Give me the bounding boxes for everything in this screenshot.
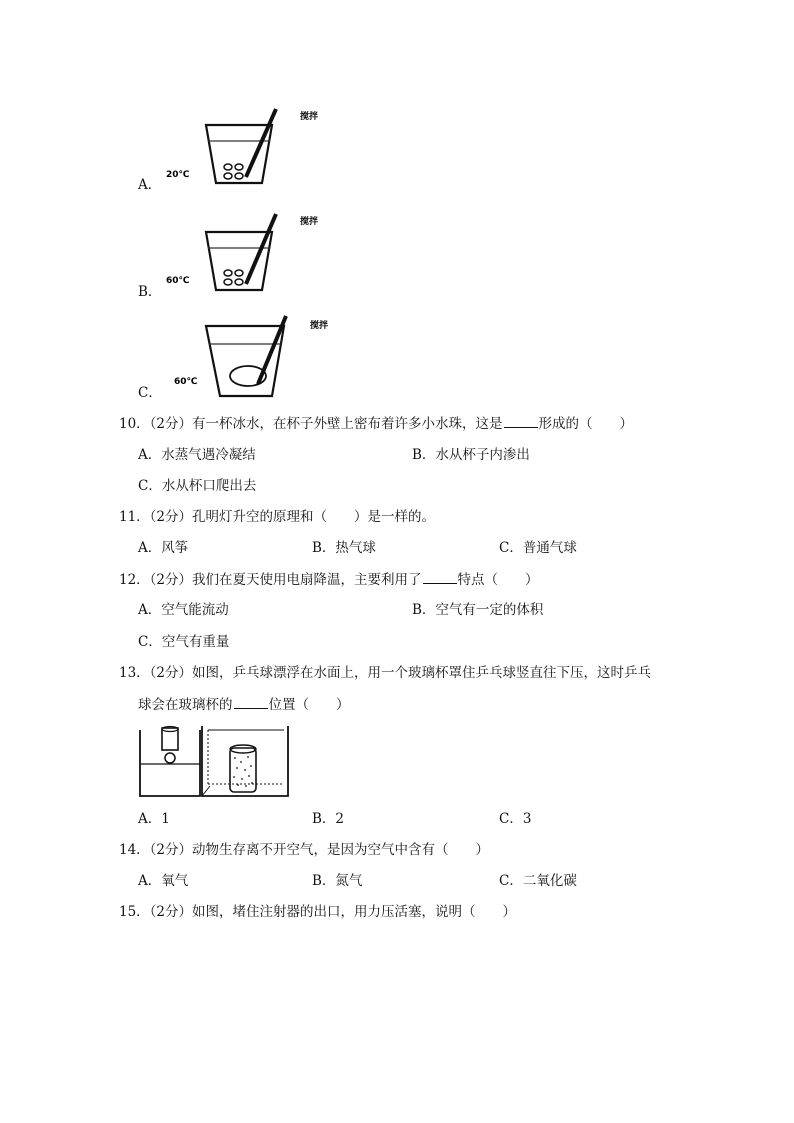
answer-blank[interactable] <box>423 570 457 584</box>
temperature-label: 60℃ <box>166 276 190 286</box>
beaker-figure-b <box>160 210 340 295</box>
option-a[interactable]: A．1 <box>138 811 170 827</box>
question-stem: 14．（2分）动物生存离不开空气，是因为空气中含有（ ） <box>119 842 490 858</box>
option-letter: B． <box>138 284 162 300</box>
ping-pong-cup-figure <box>138 722 290 800</box>
option-b[interactable]: B．热气球 <box>312 540 376 556</box>
question-stem: 11．（2分）孔明灯升空的原理和（ ）是一样的。 <box>119 509 436 525</box>
option-a[interactable]: A．空气能流动 <box>138 602 229 618</box>
beaker-figure-a <box>160 105 340 190</box>
option-c[interactable]: C．水从杯口爬出去 <box>138 478 257 494</box>
temperature-label: 20℃ <box>166 170 190 180</box>
option-a[interactable]: A．风筝 <box>138 540 189 556</box>
option-c[interactable]: C．3 <box>499 811 532 827</box>
option-letter: C． <box>138 385 162 401</box>
option-c[interactable]: C．普通气球 <box>499 540 577 556</box>
question-stem: 10．（2分）有一杯冰水，在杯子外壁上密布着许多小水珠，这是 形成的（ ） <box>119 416 634 432</box>
stir-label: 搅拌 <box>310 321 329 331</box>
option-c[interactable]: C．二氧化碳 <box>499 873 577 889</box>
temperature-label: 60℃ <box>174 377 198 387</box>
option-a[interactable]: A．水蒸气遇冷凝结 <box>138 447 256 463</box>
question-stem: 12．（2分）我们在夏天使用电扇降温，主要利用了 特点（ ） <box>119 572 539 588</box>
beaker-figure-c <box>160 312 350 402</box>
option-b[interactable]: B．空气有一定的体积 <box>412 602 544 618</box>
option-b[interactable]: B．2 <box>312 811 345 827</box>
option-a[interactable]: A．氧气 <box>138 873 189 889</box>
option-b[interactable]: B．水从杯子内渗出 <box>412 447 530 463</box>
question-stem-line2: 球会在玻璃杯的 位置（ ） <box>138 697 350 713</box>
stir-label: 搅拌 <box>300 112 319 122</box>
question-stem: 15．（2分）如图，堵住注射器的出口，用力压活塞，说明（ ） <box>119 904 517 920</box>
option-c[interactable]: C．空气有重量 <box>138 634 230 650</box>
option-letter: A． <box>138 177 162 193</box>
question-stem-line1: 13．（2分）如图，乒乓球漂浮在水面上，用一个玻璃杯罩住乒乓球竖直往下压，这时乒乓 <box>119 665 652 681</box>
option-b[interactable]: B．氮气 <box>312 873 363 889</box>
stir-label: 搅拌 <box>300 217 319 227</box>
answer-blank[interactable] <box>234 695 268 709</box>
answer-blank[interactable] <box>504 414 538 428</box>
